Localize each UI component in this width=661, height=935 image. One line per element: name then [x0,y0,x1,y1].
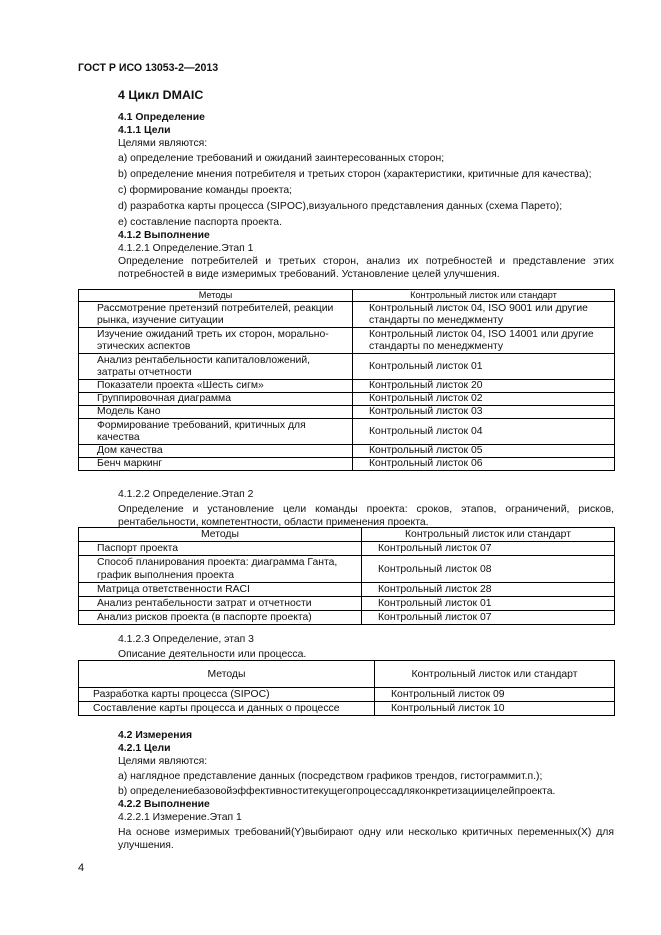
section-4-1-1-intro: Целями являются: [118,138,208,149]
section-4-2-title: 4.2 Измерения [118,730,193,741]
method-cell: Дом качества [79,445,353,458]
checklist-cell: Контрольный листок 01 [353,354,615,380]
table-header-row [79,661,615,688]
method-cell: Составление карты процесса и данных о процессе [79,702,375,716]
table-row [79,380,615,393]
checklist-cell: Контрольный листок 08 [362,556,615,583]
methods-table-2 [78,527,615,625]
methods-table-3 [78,660,615,716]
method-cell: Матрица ответственности RACI [79,583,362,597]
page-number: 4 [78,862,85,874]
table-row [79,393,615,406]
table-row [79,556,615,583]
method-cell: Изучение ожиданий треть их сторон, морально-этических аспектов [79,328,353,354]
checklist-cell: Контрольный листок 20 [353,380,615,393]
checklist-cell: Контрольный листок 02 [353,393,615,406]
section-4-1-2-2-text: Определение и установление цели команды проекта: сроков, этапов, ограничений, рисков, рентабельности, компетентности, области применения проекта. [118,504,614,528]
list-item: b) определение мнения потребителя и третьих сторон (характеристики, критичные для качества); [118,169,592,180]
list-item: d) разработка карты процесса (SIPOC),визуального представления данных (схема Парето); [118,201,563,212]
section-4-1-2-1-title: 4.1.2.1 Определение.Этап 1 [118,243,254,254]
table-row [79,328,615,354]
column-header-methods: Методы [79,528,362,542]
section-4-title: 4 Цикл DMAIC [118,88,204,102]
section-4-1-2-2-title: 4.1.2.2 Определение.Этап 2 [118,489,254,500]
checklist-cell: Контрольный листок 01 [362,597,615,611]
checklist-cell: Контрольный листок 09 [375,688,615,702]
column-header-checklist: Контрольный листок или стандарт [362,528,615,542]
list-item: а) определение требований и ожиданий заинтересованных сторон; [118,153,445,164]
table-row [79,458,615,471]
method-cell: Рассмотрение претензий потребителей, реакции рынка, изучение ситуации [79,302,353,328]
section-4-1-block [78,89,614,281]
section-4-1-2-1-text: Определение потребителей и третьих сторон, анализ их потребностей и представление этих потребностей в виде измеримых требований. Установление целей улучшения. [118,256,614,280]
checklist-cell: Контрольный листок 10 [375,702,615,716]
table-2-wrapper [78,527,614,625]
checklist-cell: Контрольный листок 04, ISO 14001 или другие стандарты по менеджменту [353,328,615,354]
table-row [79,406,615,419]
checklist-cell: Контрольный листок 04 [353,419,615,445]
table-row [79,419,615,445]
table-header-row [79,528,615,542]
section-4-1-2-3-title: 4.1.2.3 Определение, этап 3 [118,634,254,645]
table-row [79,583,615,597]
method-cell: Анализ рентабельности капиталовложений, затраты отчетности [79,354,353,380]
table-header-row [79,290,615,302]
table-3-wrapper [78,660,614,716]
column-header-methods: Методы [79,661,375,688]
checklist-cell: Контрольный листок 04, ISO 9001 или другие стандарты по менеджменту [353,302,615,328]
table-row [79,354,615,380]
method-cell: Формирование требований, критичных для качества [79,419,353,445]
section-4-2-block [78,729,614,852]
section-4-2-2-title: 4.2.2 Выполнение [118,799,210,810]
column-header-methods: Методы [79,290,353,302]
section-4-2-2-1-title: 4.2.2.1 Измерение.Этап 1 [118,812,242,823]
method-cell: Паспорт проекта [79,542,362,556]
table-row [79,445,615,458]
table-row [79,597,615,611]
list-item: а) наглядное представление данных (посредством графиков трендов, гистограммит.п.); [118,771,543,782]
table-row [79,542,615,556]
column-header-checklist: Контрольный листок или стандарт [375,661,615,688]
method-cell: Способ планирования проекта: диаграмма Ганта, график выполнения проекта [79,556,362,583]
section-4-1-2-3-block [78,633,614,661]
section-4-1-2-2-block [78,488,614,529]
section-4-1-title: 4.1 Определение [118,112,205,123]
table-row [79,688,615,702]
document-header: ГОСТ Р ИСО 13053-2—2013 [78,62,219,74]
method-cell: Бенч маркинг [79,458,353,471]
list-item: c) формирование команды проекта; [118,185,292,196]
section-4-1-2-3-text: Описание деятельности или процесса. [118,649,307,660]
methods-table-1 [78,289,615,471]
method-cell: Разработка карты процесса (SIPOC) [79,688,375,702]
checklist-cell: Контрольный листок 07 [362,611,615,625]
method-cell: Модель Кано [79,406,353,419]
method-cell: Анализ рисков проекта (в паспорте проекта) [79,611,362,625]
list-item: b) определениебазовойэффективноститекущегопроцессадляконкретизациицелейпроекта. [118,786,556,797]
checklist-cell: Контрольный листок 28 [362,583,615,597]
checklist-cell: Контрольный листок 03 [353,406,615,419]
section-4-2-1-intro: Целями являются: [118,756,208,767]
table-row [79,611,615,625]
column-header-checklist: Контрольный листок или стандарт [353,290,615,302]
list-item: e) составление паспорта проекта. [118,217,282,228]
section-4-1-1-title: 4.1.1 Цели [118,125,171,136]
table-row [79,702,615,716]
method-cell: Показатели проекта «Шесть сигм» [79,380,353,393]
section-4-1-2-title: 4.1.2 Выполнение [118,230,210,241]
method-cell: Анализ рентабельности затрат и отчетности [79,597,362,611]
section-4-2-1-title: 4.2.1 Цели [118,743,171,754]
section-4-2-2-1-text: На основе измеримых требований(Y)выбирают одну или несколько критичных переменных(X) для улучшения. [118,827,614,851]
table-row [79,302,615,328]
table-1-wrapper [78,289,614,471]
checklist-cell: Контрольный листок 06 [353,458,615,471]
checklist-cell: Контрольный листок 07 [362,542,615,556]
method-cell: Группировочная диаграмма [79,393,353,406]
checklist-cell: Контрольный листок 05 [353,445,615,458]
